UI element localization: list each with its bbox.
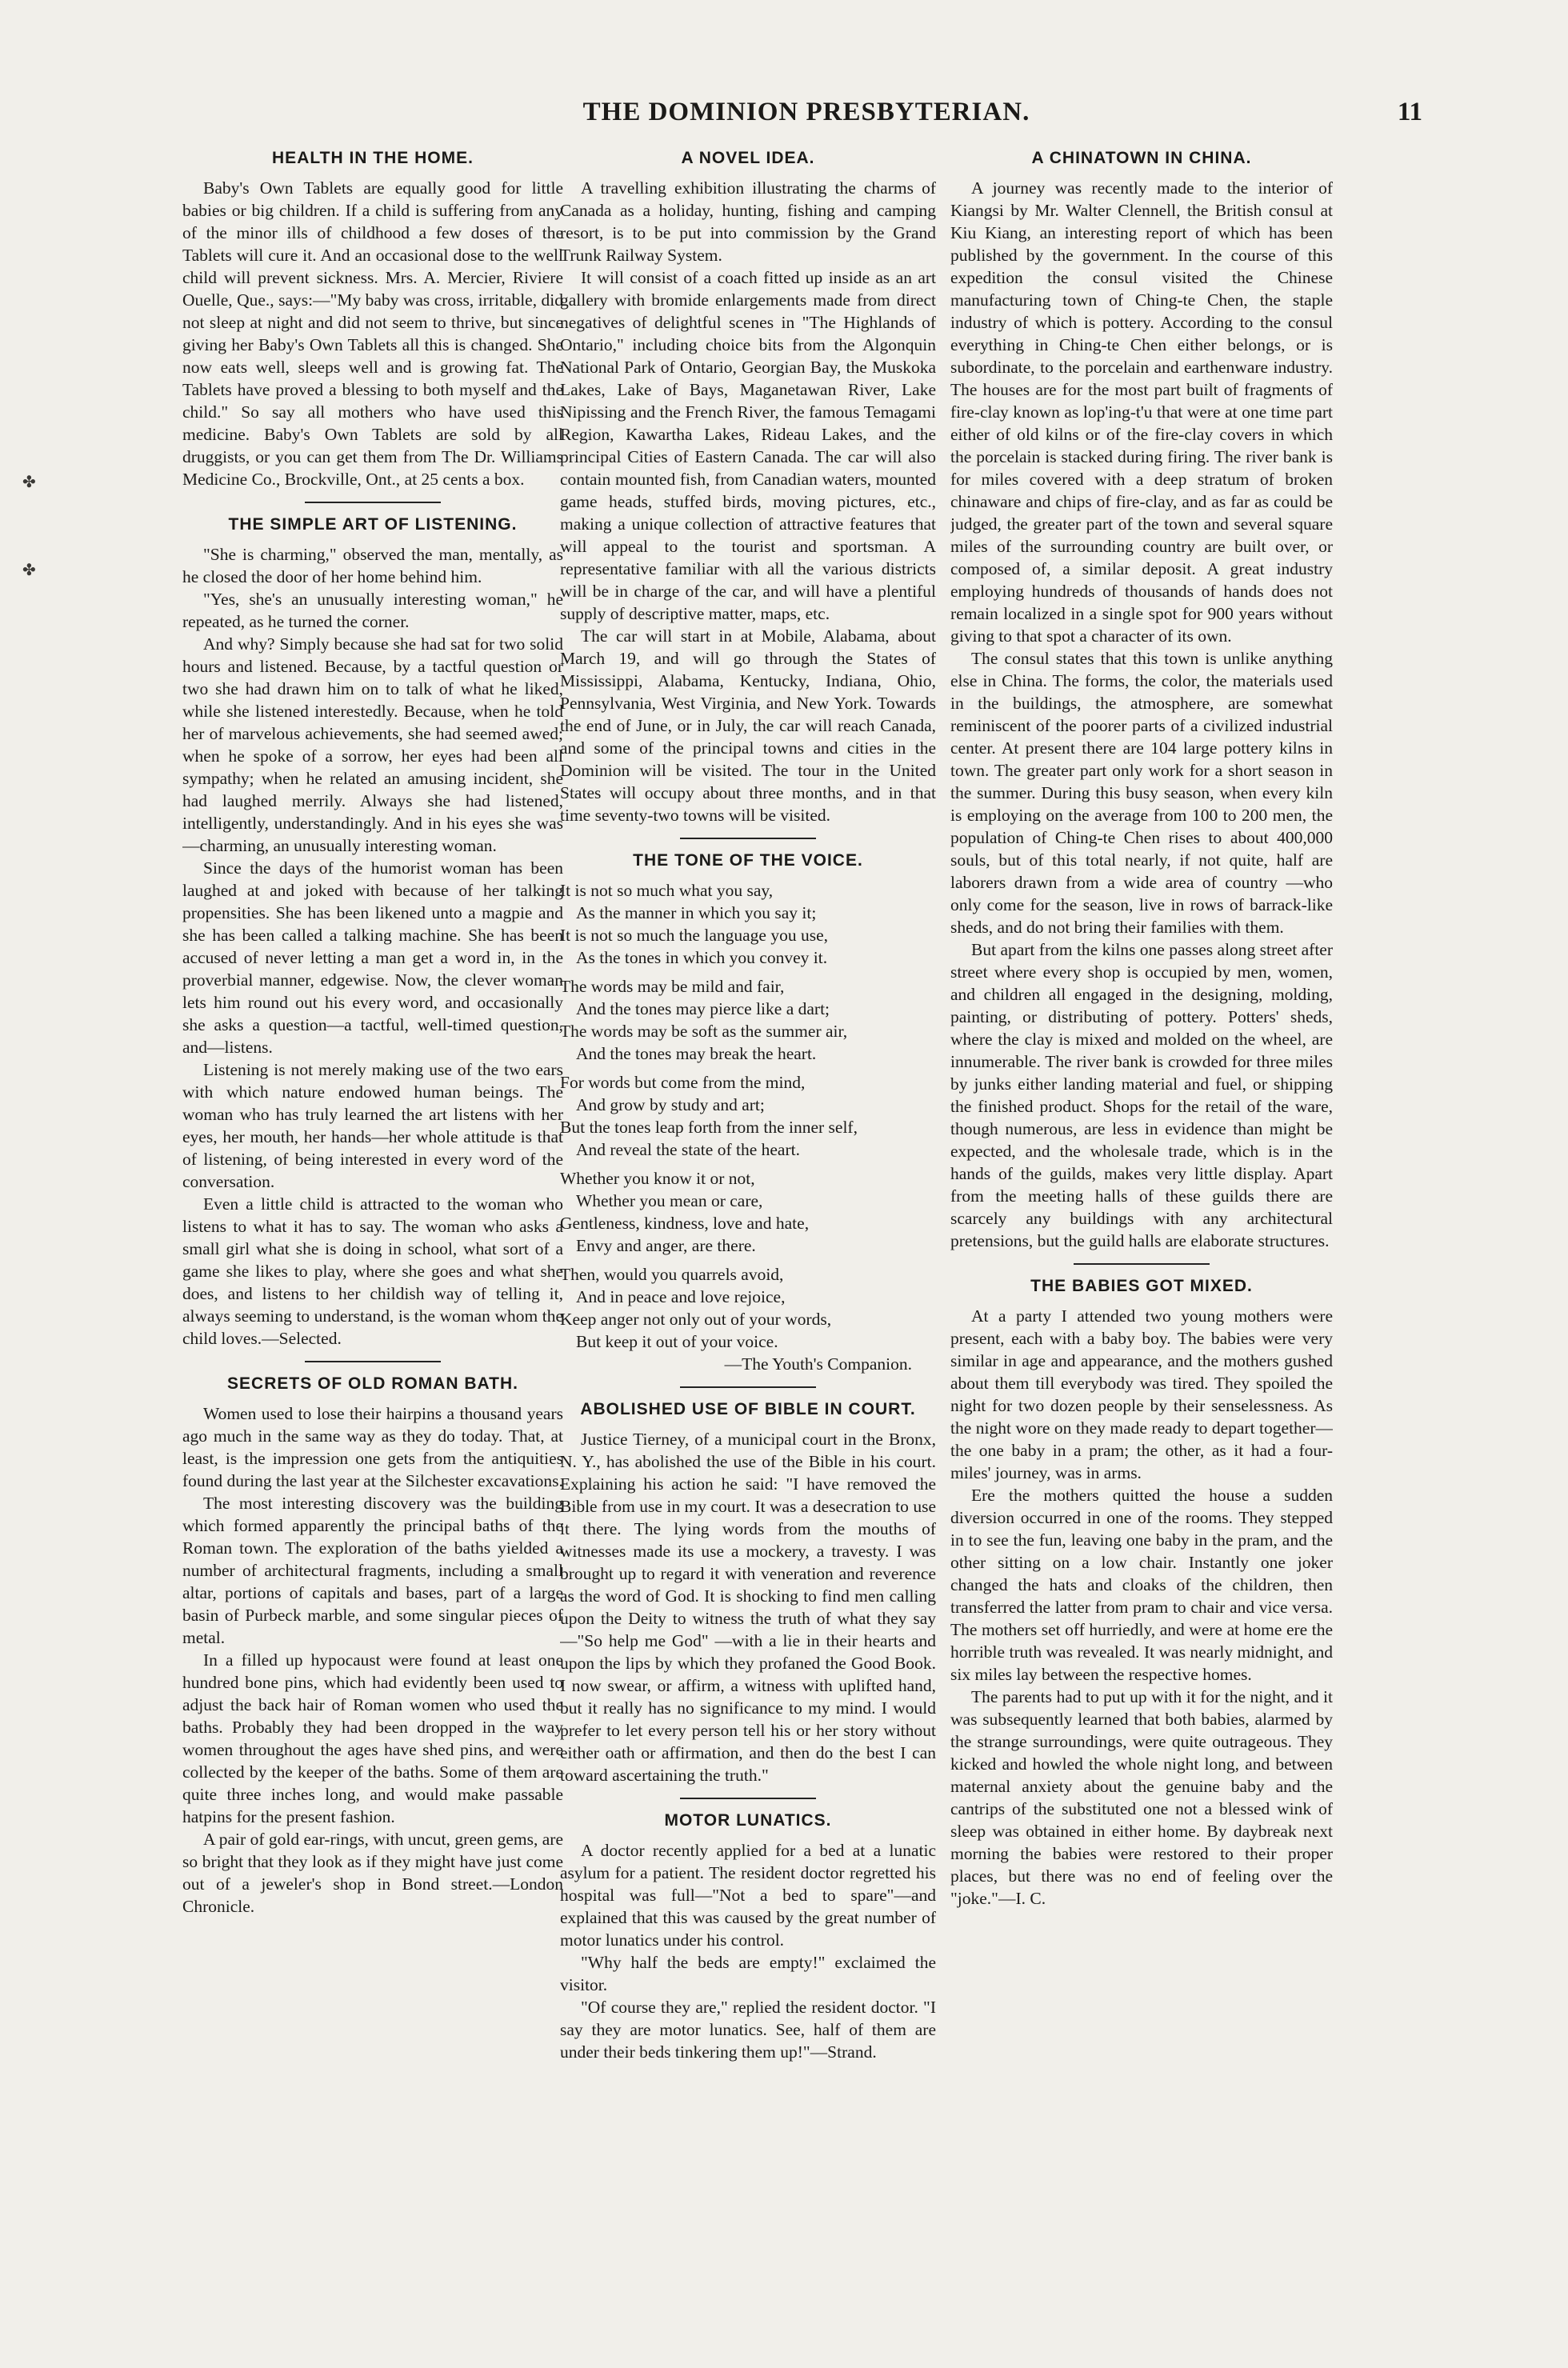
poem-line: It is not so much what you say,	[560, 881, 774, 900]
article-paragraph: The parents had to put up with it for the night, and it was subsequently learned that both babies, alarmed by the strange surroundings, were quite outrageous. They kicked and howled the whole night long, and between maternal anxiety about the genuine baby and the cantrips of the substituted one not a blessed wink of sleep was obtained in either home. By daybreak next morning the babies were restored to their proper places, but there was no end of feeling over the "joke."—I. C.	[950, 1687, 1333, 1908]
newspaper-title: THE DOMINION PRESBYTERIAN.	[582, 98, 1030, 126]
article-paragraph: The consul states that this town is unlike anything else in China. The forms, the color, the materials used in the buildings, the atmosphere, are somewhat reminiscent of the poorer parts of a civilized industrial center. At present there are 104 large pottery kilns in town. The greater part only work for a short season in the summer. During this busy season, when every kiln is employing on the average from 100 to 200 men, the population of Ching-te Chen rises to about 400,000 souls, but of this total nearly, if not quite, half are laborers drawn from a wide area of country —who only come for the season, live in rows of barrack-like sheds, and do not bring their families with them.	[950, 649, 1333, 937]
article-paragraph: A pair of gold ear-rings, with uncut, green gems, are so bright that they look as if they might have just come out of a jeweler's shop in Bond street.—London Chronicle.	[182, 1830, 563, 1916]
article-paragraph: Justice Tierney, of a municipal court in the Bronx, N. Y., has abolished the use of the Bible in his court. Explaining his action he said: "I have removed the Bible from use in my court. It was a desecration to use it there. The lying words from the mouths of witnesses made its use a mockery, a travesty. I was brought up to regard it with veneration and reverence as the word of God. It is shocking to find men calling upon the Deity to witness the truth of what they say—"So help me God" —with a lie in their hearts and upon the lips by which they profaned the Good Book. I now swear, or affirm, a witness with uplifted hand, but it really has no significance to my mind. I would prefer to let every person tell his or her story without either oath or affirmation, and then do the best I can toward ascertaining the truth."	[560, 1430, 936, 1785]
article-divider	[305, 502, 441, 503]
article-paragraph: It will consist of a coach fitted up inside as an art gallery with bromide enlargements made from direct negatives of delightful scenes in "The Highlands of Ontario," including choice bits from the Algonquin National Park of Ontario, Georgian Bay, the Muskoka Lakes, Lake of Bays, Maganetawan River, Lake Nipissing and the French River, the famous Temagami Region, Kawartha Lakes, Rideau Lakes, and the principal Cities of Eastern Canada. The car will also contain mounted fish, from Canadian waters, mounted game heads, stuffed birds, moving pictures, etc., making a unique collection of attractive features that will appeal to the tourist and sportsman. A representative familiar with all the various districts will be in charge of the car, and will have a plentiful supply of descriptive matter, maps, etc.	[560, 268, 936, 623]
column-right	[950, 148, 1333, 2244]
article-divider	[680, 1798, 816, 1799]
article-paragraph: Ere the mothers quitted the house a sudden diversion occurred in one of the rooms. They stepped in to see the fun, leaving one baby in the pram, and the other sitting on a low chair. Instantly one joker changed the hats and cloaks of the children, then transferred the latter from pram to chair and vice versa. The mothers set off hurriedly, and were at home ere the horrible truth was revealed. It was nearly midnight, and six miles lay between the respective homes.	[950, 1486, 1333, 1684]
article-a-novel-idea	[560, 148, 936, 826]
poem-attribution: —The Youth's Companion.	[724, 1354, 912, 1374]
column-left	[182, 148, 563, 2244]
poem-line: Whether you mean or care,	[576, 1191, 763, 1210]
poem-line: The words may be soft as the summer air,	[560, 1022, 848, 1041]
poem-line: And in peace and love rejoice,	[576, 1287, 786, 1306]
margin-mark: ✤	[22, 562, 36, 579]
article-paragraph: A doctor recently applied for a bed at a lunatic asylum for a patient. The resident doctor regretted his hospital was full—"Not a bed to spare"—and explained that this was caused by the great number of motor lunatics under his control.	[560, 1841, 936, 1950]
poem-line: Whether you know it or not,	[560, 1169, 755, 1188]
poem-line: Keep anger not only out of your words,	[560, 1310, 832, 1329]
margin-mark: ✤	[22, 474, 36, 491]
article-paragraph: "Yes, she's an unusually interesting woman," he repeated, as he turned the corner.	[182, 590, 563, 631]
masthead	[182, 98, 1422, 142]
article-divider	[1074, 1263, 1210, 1265]
poem-line: But keep it out of your voice.	[576, 1332, 778, 1351]
poem-line: For words but come from the mind,	[560, 1073, 806, 1092]
poem-line: And grow by study and art;	[576, 1095, 765, 1114]
poem-line: And the tones may break the heart.	[576, 1044, 817, 1063]
article-paragraph: "Of course they are," replied the resident doctor. "I say they are motor lunatics. See, half of them are under their beds tinkering them up!"—Strand.	[560, 1998, 936, 2062]
article-simple-art-of-listening	[182, 514, 563, 1350]
article-paragraph: "She is charming," observed the man, mentally, as he closed the door of her home behind him.	[182, 545, 563, 586]
margin-marks	[22, 440, 38, 616]
article-title: ABOLISHED USE OF BIBLE IN COURT.	[580, 1400, 916, 1418]
article-paragraph: "Why half the beds are empty!" exclaimed the visitor.	[560, 1953, 936, 1994]
article-paragraph: Listening is not merely making use of the two ears with which nature endowed human beings. The woman who has truly learned the art listens with her eyes, her mouth, her hands—her whole attitude is that of listening, of being interested in every word of the conversation.	[182, 1060, 563, 1191]
article-paragraph: But apart from the kilns one passes along street after street where every shop is occupied by men, women, and children all engaged in the designing, molding, painting, or distributing of pottery. Potters' sheds, where the clay is mixed and molded on the wheel, are innumerable. The river bank is crowded for three miles by junks either landing material and fuel, or shipping the finished product. Shops for the retail of the ware, though numerous, are less in evidence than might be expected, and the wholesale trade, which is in the hands of the guilds, makes very little display. Apart from the meeting halls of these guilds there are scarcely any buildings with any architectural pretensions, but the guild halls are elaborate structures.	[950, 940, 1333, 1250]
article-paragraph: At a party I attended two young mothers were present, each with a baby boy. The babies were very similar in age and appearance, and the mothers gushed about them till everybody was tired. They spoiled the night for two dozen people by their senselessness. As the night wore on they made ready to depart together—the one baby in a pram; the other, as it had a four-miles' journey, was in arms.	[950, 1306, 1333, 1482]
poem-line: As the tones in which you convey it.	[576, 948, 828, 967]
article-title: SECRETS OF OLD ROMAN BATH.	[227, 1374, 518, 1393]
article-paragraph: A travelling exhibition illustrating the charms of Canada as a holiday, hunting, fishing and camping resort, is to be put into commission by the Grand Trunk Railway System.	[560, 178, 936, 265]
article-title: A CHINATOWN IN CHINA.	[1031, 149, 1252, 167]
article-title: THE TONE OF THE VOICE.	[633, 851, 863, 870]
column-middle	[560, 148, 936, 2244]
poem-tone-of-the-voice	[560, 850, 936, 1375]
article-paragraph: Baby's Own Tablets are equally good for little babies or big children. If a child is suffering from any of the minor ills of childhood a few doses of the Tablets will cure it. And an occasional dose to the well child will prevent sickness. Mrs. A. Mercier, Riviere Ouelle, Que., says:—"My baby was cross, irritable, did not sleep at night and did not seem to thrive, but since giving her Baby's Own Tablets all this is changed. She now eats well, sleeps well and is growing fat. The Tablets have proved a blessing to both myself and the child." So say all mothers who have used this medicine. Baby's Own Tablets are sold by all druggists, or you can get them from The Dr. Williams Medicine Co., Brockville, Ont., at 25 cents a box.	[182, 178, 563, 489]
article-paragraph: Even a little child is attracted to the woman who listens to what it has to say. The woman who asks a small girl what she is doing in school, what sort of a game she likes to play, where she goes and what she does, and listens to her childish way of telling it, always seeming to understand, is the woman whom the child loves.—Selected.	[182, 1194, 563, 1348]
article-paragraph: And why? Simply because she had sat for two solid hours and listened. Because, by a tactful question or two she had drawn him on to talk of what he liked, while she listened interestedly. Because, when he told her of marvelous achievements, she had seemed awed; when he spoke of a sorrow, her eyes had been all sympathy; when he related an amusing incident, she had laughed merrily. Always she had listened, intelligently, understandingly. And in his eyes she was—charming, an unusually interesting woman.	[182, 634, 563, 855]
poem-line: Envy and anger, are there.	[576, 1236, 756, 1255]
article-chinatown-in-china	[950, 148, 1333, 1252]
article-title: THE SIMPLE ART OF LISTENING.	[228, 515, 518, 534]
article-paragraph: Women used to lose their hairpins a thousand years ago much in the same way as they do today. That, at least, is the impression one gets from the antiquities found during the last year at the Silchester excavations.	[182, 1404, 563, 1490]
article-divider	[305, 1361, 441, 1362]
poem-line: And the tones may pierce like a dart;	[576, 999, 830, 1018]
article-title: THE BABIES GOT MIXED.	[1030, 1277, 1253, 1295]
article-paragraph: A journey was recently made to the interior of Kiangsi by Mr. Walter Clennell, the British consul at Kiu Kiang, an interesting report of which has been published by the government. In the course of this expedition the consul visited the Chinese manufacturing town of Ching-te Chen, the staple industry of which is pottery. According to the consul everything in Ching-te Chen either belongs, or is subordinate, to the porcelain and earthenware industry. The houses are for the most part built of fragments of fire-clay known as lop'ing-t'u that were at one time part either of old kilns or of the fire-clay covers in which the porcelain is stacked during firing. The river bank is for miles covered with a deep stratum of broken chinaware and chips of fire-clay, and as far as could be judged, the greater part of the town and several square miles of the surrounding country are built over, or composed of, a similar deposit. A great industry employing hundreds of thousands of hands does not remain localized in a single spot for 900 years without giving to that spot a character of its own.	[950, 178, 1333, 646]
page-number: 11	[1397, 98, 1422, 126]
poem-line: Gentleness, kindness, love and hate,	[560, 1214, 810, 1233]
poem-line: Then, would you quarrels avoid,	[560, 1265, 784, 1284]
poem-line: As the manner in which you say it;	[576, 903, 817, 922]
article-paragraph: Since the days of the humorist woman has been laughed at and joked with because of her talking propensities. She has been likened unto a magpie and she has been called a talking machine. She has been accused of never letting a man get a word in, in the proverbial manner, edgewise. Now, the clever woman lets him round out his every word, and occasionally she asks a question—a tactful, well-timed question, and—listens.	[182, 858, 563, 1057]
poem-line: And reveal the state of the heart.	[576, 1140, 800, 1159]
article-divider	[680, 838, 816, 839]
article-title: MOTOR LUNATICS.	[664, 1811, 832, 1830]
article-divider	[680, 1386, 816, 1388]
poem-line: The words may be mild and fair,	[560, 977, 785, 996]
article-abolished-bible	[560, 1399, 936, 1786]
article-health-in-the-home	[182, 148, 563, 490]
article-title: A NOVEL IDEA.	[681, 149, 815, 167]
article-paragraph: The car will start in at Mobile, Alabama, about March 19, and will go through the States of Mississippi, Alabama, Kentucky, Indiana, Ohio, Pennsylvania, West Virginia, and New York. Towards the end of June, or in July, the car will reach Canada, and some of the principal towns and cities in the Dominion will be visited. The tour in the United States will occupy about three months, and in that time seventy-two towns will be visited.	[560, 626, 936, 825]
poem-line: But the tones leap forth from the inner self,	[560, 1118, 858, 1137]
article-babies-got-mixed	[950, 1276, 1333, 1910]
article-title: HEALTH IN THE HOME.	[272, 149, 474, 167]
article-old-roman-bath	[182, 1374, 563, 1918]
article-paragraph: In a filled up hypocaust were found at least one hundred bone pins, which had evidently been used to adjust the back hair of Roman women who used the baths. Probably they had been dropped in the way women throughout the ages have shed pins, and were collected by the keeper of the baths. Some of them are quite three inches long, and would make passable hatpins for the present fashion.	[182, 1650, 563, 1826]
poem-line: It is not so much the language you use,	[560, 926, 828, 945]
article-paragraph: The most interesting discovery was the building which formed apparently the principal baths of the Roman town. The exploration of the baths yielded a number of architectural fragments, including a small altar, portions of capitals and bases, part of a large basin of Purbeck marble, and some singular pieces of metal.	[182, 1494, 563, 1647]
article-motor-lunatics	[560, 1810, 936, 2063]
